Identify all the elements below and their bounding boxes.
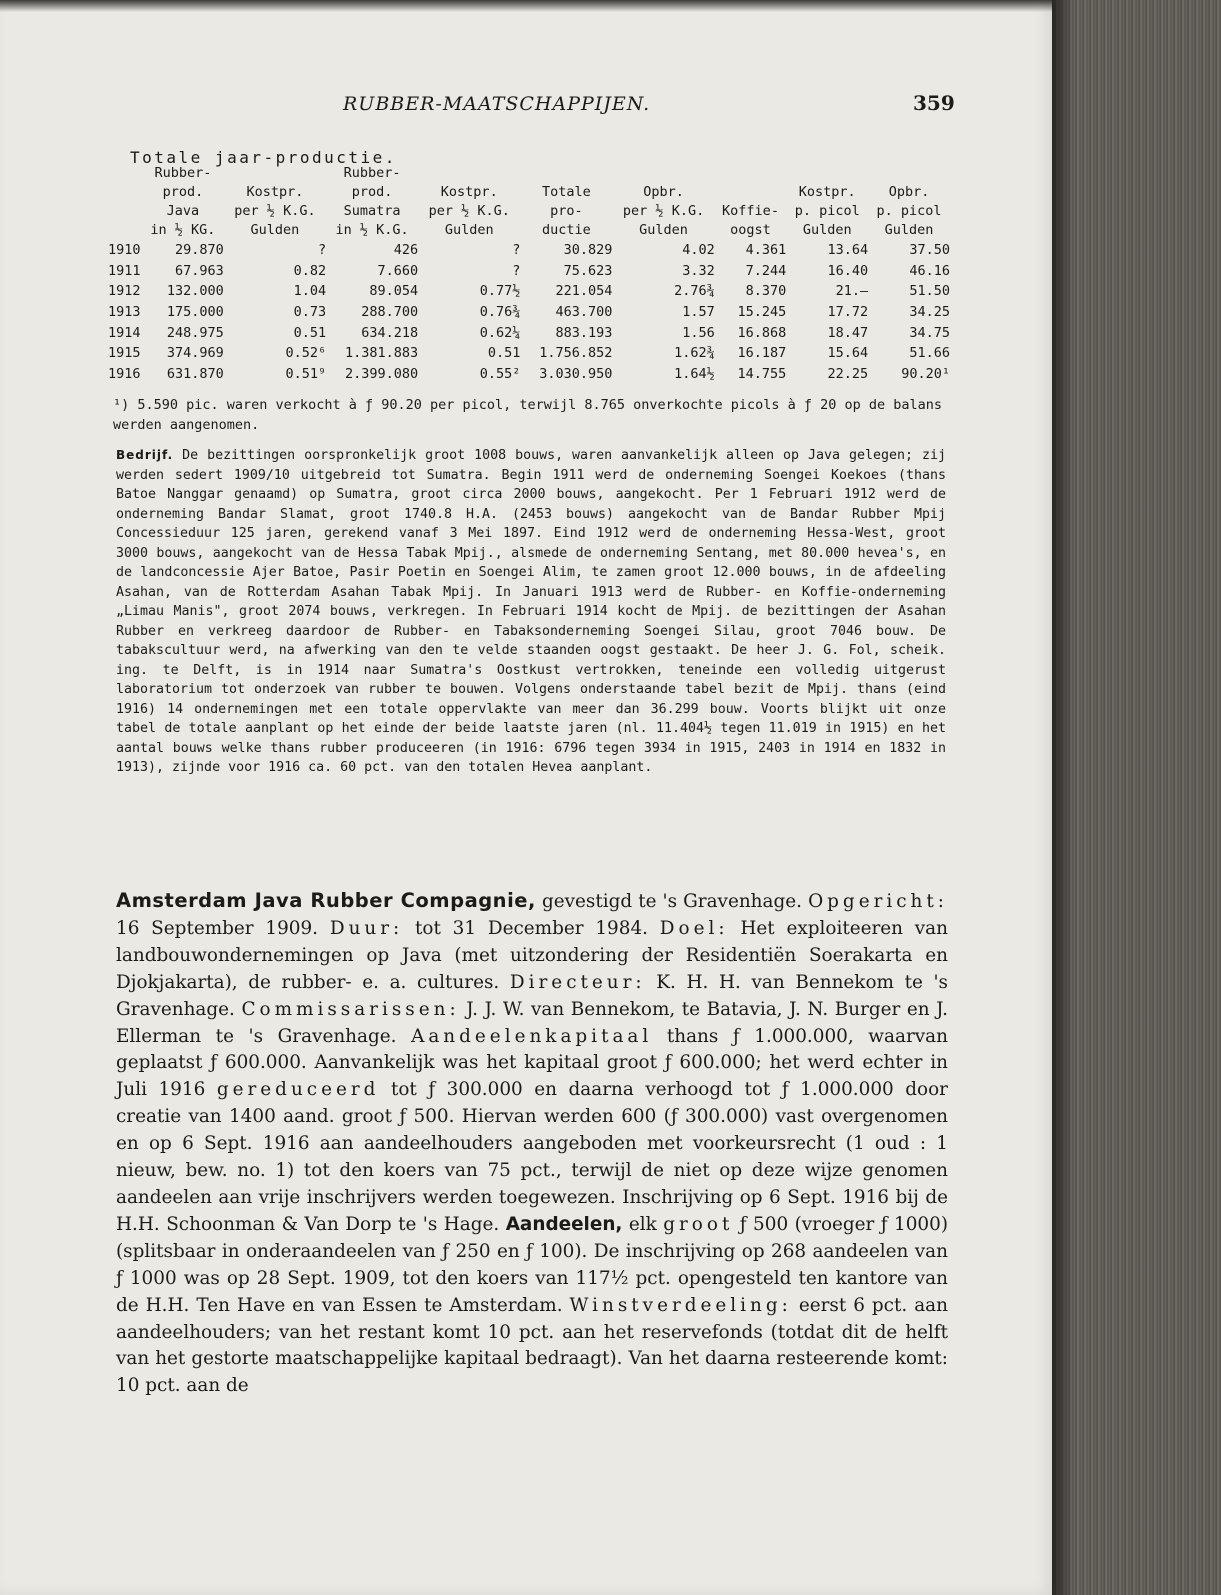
- table-column-header: Opbr. p. picol Gulden: [876, 184, 942, 238]
- value-aandeelen-2: ƒ 500 (vroeger ƒ 1000) (splitsbaar in onderaandeelen van ƒ 250 en ƒ 100). De inschrijving op 268 aandeelen van ƒ 1000 was op 28 Sept. 1909, tot den koers van 117½ pct. opengesteld ten kantore van de H.H. Ten Have en van Essen te Amsterdam.: [116, 1213, 949, 1316]
- table-cell: 16.40: [827, 262, 869, 279]
- value-aandeelen-1: elk: [628, 1213, 657, 1235]
- table-cell: 21.—: [835, 283, 869, 300]
- company-entry: [116, 888, 948, 1400]
- table-cell: 8.370: [745, 283, 787, 300]
- book-page-edges: [1052, 0, 1221, 1595]
- table-cell: 221.054: [555, 283, 613, 300]
- table-cell: 2.76¾: [674, 283, 715, 300]
- value-directeur: K. H. H. van Bennekom te 's Gravenhage.: [116, 971, 948, 1020]
- table-row: [108, 364, 950, 385]
- table-row: [108, 302, 950, 323]
- table-cell: 175.000: [166, 304, 224, 321]
- table-cell-year: 1911: [108, 262, 141, 279]
- table-cell: 3.030.950: [539, 365, 613, 382]
- table-row: [108, 261, 950, 282]
- table-cell: 4.361: [745, 242, 787, 259]
- table-cell: 30.829: [563, 242, 613, 259]
- table-cell-year: 1915: [108, 345, 141, 362]
- table-cell: 17.72: [827, 304, 869, 321]
- table-cell: 426: [393, 242, 419, 259]
- table-cell: 0.51: [293, 324, 327, 341]
- table-cell: 288.700: [361, 304, 419, 321]
- table-cell: 15.245: [737, 304, 787, 321]
- table-cell: 1.57: [682, 304, 715, 321]
- table-cell: 0.62¼: [479, 324, 521, 341]
- table-cell: 15.64: [827, 345, 869, 362]
- label-kapitaal: Aandeelenkapitaal: [411, 1025, 653, 1047]
- table-cell: 463.700: [555, 304, 613, 321]
- table-cell: 16.868: [737, 324, 787, 341]
- table-cell: 46.16: [909, 262, 950, 279]
- table-cell: 29.870: [175, 242, 224, 259]
- table-cell: ?: [512, 242, 521, 259]
- table-cell-year: 1916: [108, 365, 141, 382]
- label-commissarissen: Commissarissen:: [241, 998, 460, 1020]
- table-cell: 34.75: [909, 324, 950, 341]
- table-row: [108, 343, 950, 364]
- page-number: 359: [913, 91, 955, 115]
- table-cell: 3.32: [682, 262, 715, 279]
- value-kapitaal-1: thans ƒ 1.000.000, waarvan geplaatst ƒ 600.000. Aanvankelijk was het kapitaal groot ƒ 600.000; het werd echter in Juli 1916: [116, 1025, 948, 1101]
- table-cell: 883.193: [555, 324, 613, 341]
- table-cell: 0.51⁹: [285, 365, 327, 382]
- table-column-header: Kostpr. per ½ K.G. Gulden: [234, 184, 316, 238]
- table-cell: 631.870: [166, 365, 224, 382]
- table-cell: 7.660: [377, 262, 419, 279]
- production-table: [108, 164, 950, 384]
- table-column-header: Opbr. per ½ K.G. Gulden: [622, 184, 705, 238]
- table-title: Totale jaar-productie.: [130, 148, 397, 167]
- table-cell: 90.20¹: [901, 365, 950, 382]
- table-cell: 132.000: [166, 283, 224, 300]
- company-name: Amsterdam Java Rubber Compagnie,: [116, 889, 536, 912]
- table-cell: 0.76¾: [479, 304, 521, 321]
- table-row: [108, 281, 950, 302]
- value-opgericht: 16 September 1909.: [116, 917, 319, 939]
- table-cell: 22.25: [827, 365, 869, 382]
- table-footnote: ¹) 5.590 pic. waren verkocht à ƒ 90.20 per picol, terwijl 8.765 onverkochte picols à ƒ 20 op de balans werden aangenomen.: [113, 397, 943, 433]
- bedrijf-paragraph: [116, 446, 946, 778]
- table-cell: 1.04: [293, 283, 327, 300]
- page-top-shadow: [0, 0, 1052, 12]
- value-doel: Het exploiteeren van landbouwondernemingen op Java (met uitzondering der Residentiën Soerakarta en Djokjakarta), de rubber- e. a. cultures.: [116, 917, 948, 993]
- table-cell: 18.47: [827, 324, 869, 341]
- table-column-header: Kostpr. p. picol Gulden: [794, 184, 860, 238]
- label-gereduceerd: gereduceerd: [216, 1079, 380, 1101]
- label-aandeelen: Aandeelen,: [505, 1213, 623, 1235]
- table-cell-year: 1914: [108, 324, 141, 341]
- table-cell: 51.50: [909, 283, 950, 300]
- value-commissarissen: J. J. W. van Bennekom, te Batavia, J. N. Burger en J. Ellerman te 's Gravenhage.: [116, 998, 948, 1047]
- table-cell: 89.054: [369, 283, 419, 300]
- table-cell: 75.623: [563, 262, 613, 279]
- table-column-header: Totale pro- ductie: [542, 184, 591, 238]
- label-winstverdeeling: Winstverdeeling:: [569, 1294, 792, 1316]
- table-column-header: [108, 164, 142, 240]
- table-column-header: Rubber- prod. Java in ½ KG.: [150, 165, 216, 238]
- table-cell: 1.56: [682, 324, 715, 341]
- value-duur: tot 31 December 1984.: [415, 917, 648, 939]
- table-cell: 4.02: [682, 242, 715, 259]
- table-cell: 0.73: [293, 304, 327, 321]
- value-kapitaal-2: tot ƒ 300.000 en daarna verhoogd tot ƒ 1.000.000 door creatie van 1400 aand. groot ƒ 500. Hiervan werden 600 (ƒ 300.000) vast overgenomen en op 6 Sept. 1916 aan aandeelhouders aangeboden met voorkeursrecht (1 oud : 1 nieuw, bew. no. 1) tot den koers van 75 pct., terwijl de niet op deze wijze genomen aandeelen aan vrije inschrijvers werden toegewezen. Inschrijving op 6 Sept. 1916 bij de H.H. Schoonman & Van Dorp te 's Hage.: [116, 1079, 948, 1235]
- table-cell: 0.77½: [479, 283, 521, 300]
- table-cell: 248.975: [166, 324, 224, 341]
- table-cell: 0.82: [293, 262, 327, 279]
- table-header-row: [108, 164, 950, 240]
- table-cell: 14.755: [737, 365, 787, 382]
- table-cell: 37.50: [909, 242, 950, 259]
- table-column-header: Rubber- prod. Sumatra in ½ K.G.: [335, 165, 409, 238]
- table-column-header: Koffie- oogst: [722, 203, 779, 238]
- table-cell: 1.756.852: [539, 345, 613, 362]
- company-seat: gevestigd te 's Gravenhage.: [541, 891, 802, 912]
- table-cell: 0.52⁶: [285, 345, 327, 362]
- table-cell: 1.62¾: [674, 345, 715, 362]
- table-cell: 1.381.883: [344, 345, 419, 362]
- bedrijf-text: De bezittingen oorspronkelijk groot 1008 bouws, waren aanvankelijk alleen op Java gelegen; zij werden sedert 1909/10 uitgebreid tot Sumatra. Begin 1911 werd de onderneming Soengei Koekoes (thans Batoe Nanggar genaamd) op Sumatra, groot circa 2000 bouws, aangekocht. Per 1 Februari 1912 werd de onderneming Bandar Slamat, groot 1740.8 H.A. (2453 bouws) aangekocht van de Bandar Rubber Mpij Concessieduur 125 jaren, gerekend vanaf 3 Mei 1897. Eind 1912 werd de onderneming Hessa-West, groot 3000 bouws, aangekocht van de Hessa Tabak Mpij., alsmede de onderneming Sentang, met 80.000 hevea's, en de landconcessie Ajer Batoe, Pasir Poetin en Soengei Alim, te zamen groot 12.000 bouws, in de afdeeling Asahan, van de Rotterdam Asahan Tabak Mpij. In Januari 1913 werd de Rubber- en Koffie-onderneming „Limau Manis", groot 2074 bouws, verkregen. In Februari 1914 kocht de Mpij. de bezittingen der Asahan Rubber en verkreeg daardoor de Rubber- en Tabaksonderneming Soengei Silau, groot 7046 bouw. De tabakscultuur werd, na afwerking van den te velde staanden oogst gestaakt. De heer J. G. Fol, scheik. ing. te Delft, is in 1914 naar Sumatra's Oostkust vertrokken, teneinde een volledig uitgerust laboratorium tot onderzoek van rubber te bouwen. Volgens onderstaande tabel bezit de Mpij. thans (eind 1916) 14 ondernemingen met een totale oppervlakte van meer dan 36.299 bouw. Voorts blijkt uit onze tabel de totale aanplant op het einde der beide laatste jaren (nl. 11.404½ tegen 11.019 in 1915) en het aantal bouws welke thans rubber produceeren (in 1916: 6796 tegen 3934 in 1915, 2403 in 1914 en 1832 in 1913), zijnde voor 1916 ca. 60 pct. van den totalen Hevea aanplant.: [116, 448, 946, 775]
- table-column-header: Kostpr. per ½ K.G. Gulden: [428, 184, 510, 238]
- table-cell: 34.25: [909, 304, 950, 321]
- label-directeur: Directeur:: [509, 971, 646, 993]
- table-row: [108, 322, 950, 343]
- table-cell: 51.66: [909, 345, 950, 362]
- table-cell: 7.244: [745, 262, 787, 279]
- table-cell: ?: [317, 242, 327, 259]
- label-duur: Duur:: [329, 917, 404, 939]
- running-head: RUBBER-MAATSCHAPPIJEN.: [343, 93, 651, 115]
- table-row: [108, 240, 950, 261]
- value-winstverdeeling: eerst 6 pct. aan aandeelhouders; van het restant komt 10 pct. aan het reservefonds (totdat dit de helft van het gestorte maatschappelijke kapitaal bedraagt). Van het daarna resteerende komt: 10 pct. aan de: [116, 1294, 948, 1397]
- table-cell: 1.64½: [674, 365, 715, 382]
- label-doel: Doel:: [659, 917, 729, 939]
- table-cell-year: 1913: [108, 304, 141, 321]
- table-cell: 0.51: [487, 345, 521, 362]
- label-groot: groot: [663, 1213, 734, 1235]
- table-cell: 67.963: [175, 262, 224, 279]
- table-cell: 13.64: [827, 242, 869, 259]
- bedrijf-lead: Bedrijf.: [116, 448, 174, 462]
- table-cell: 2.399.080: [344, 365, 419, 382]
- table-cell: 16.187: [737, 345, 787, 362]
- table-cell: 374.969: [166, 345, 224, 362]
- table-cell-year: 1912: [108, 283, 141, 300]
- table-cell: ?: [512, 262, 521, 279]
- table-cell: 634.218: [361, 324, 419, 341]
- table-body: [108, 240, 950, 384]
- table-cell: 0.55²: [479, 365, 521, 382]
- label-opgericht: Opgericht:: [808, 891, 948, 912]
- table-cell-year: 1910: [108, 242, 141, 259]
